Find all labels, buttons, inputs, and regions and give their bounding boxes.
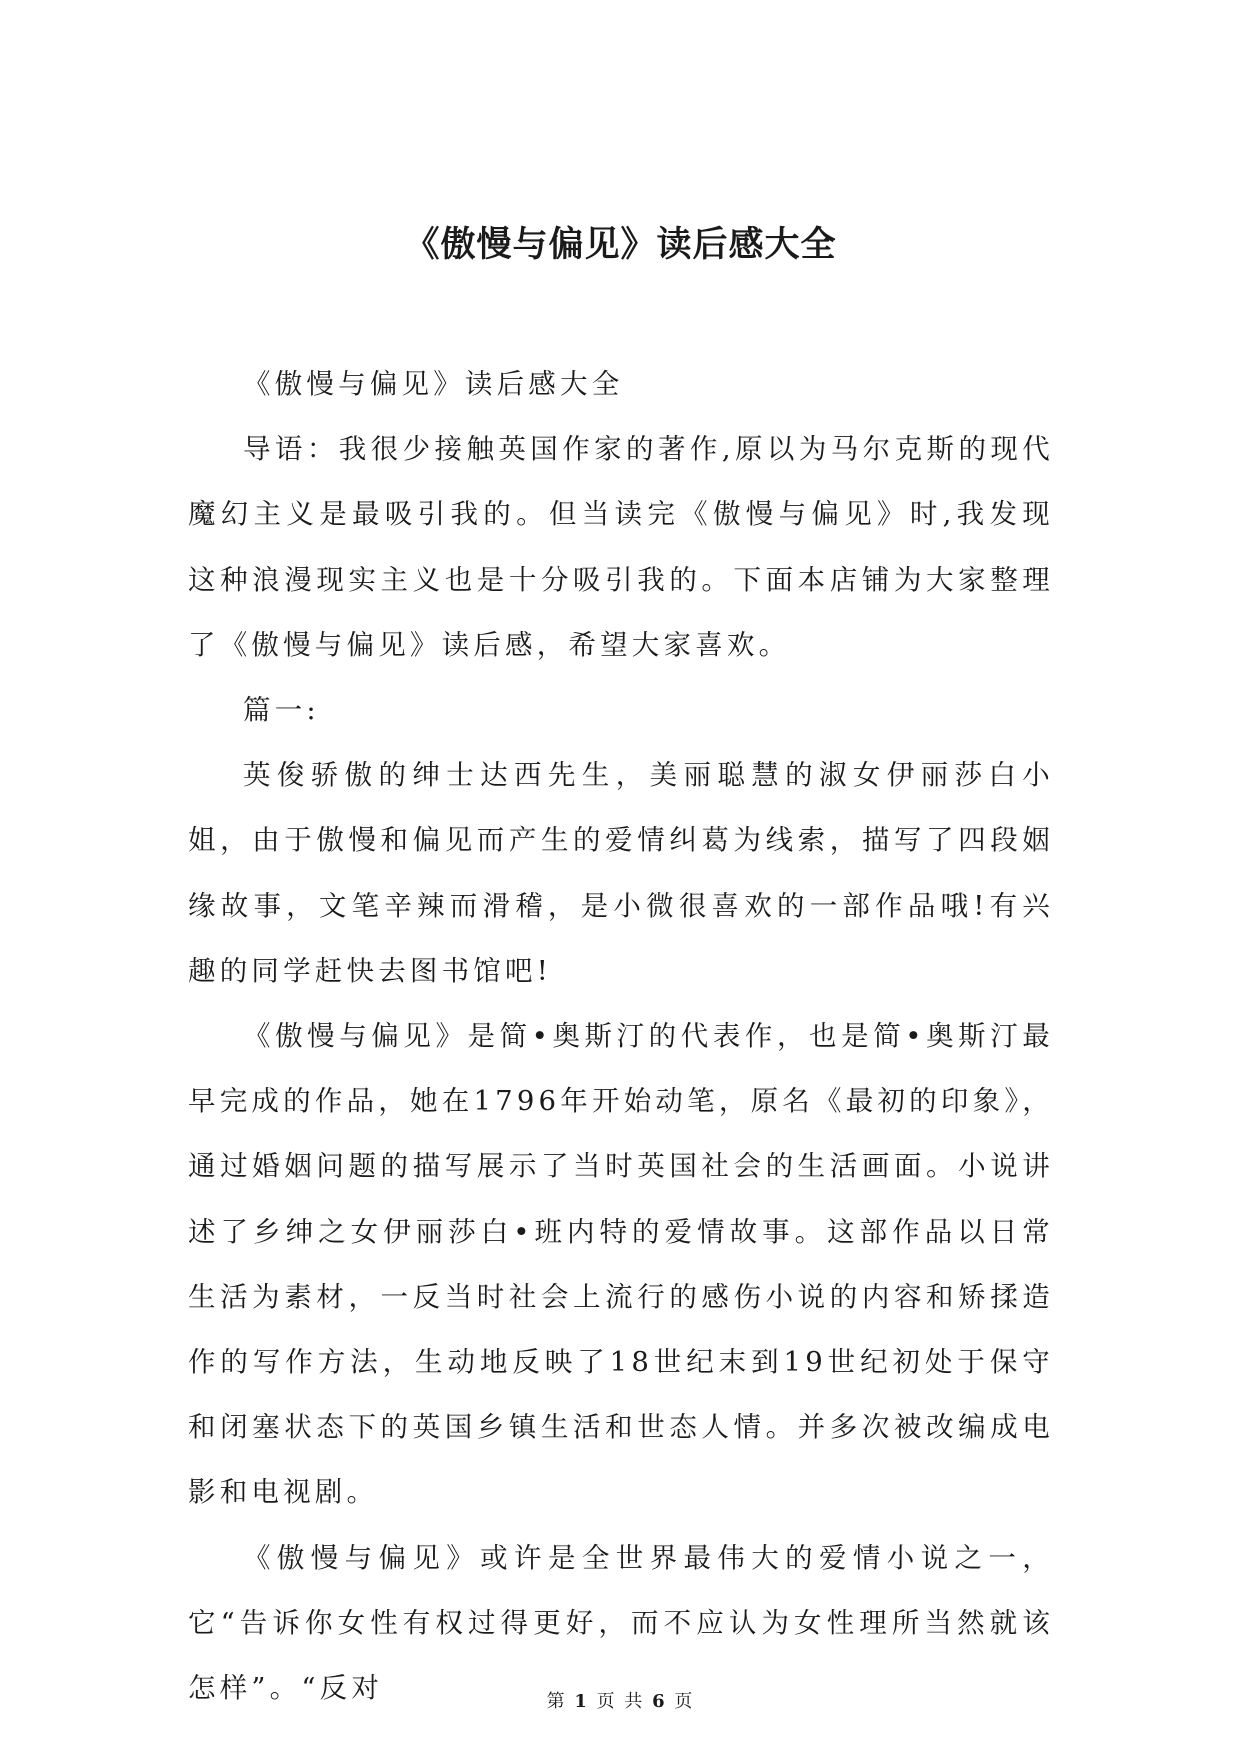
document-body: [188, 352, 1054, 1721]
paragraph-body: 英俊骄傲的绅士达西先生，美丽聪慧的淑女伊丽莎白小姐，由于傲慢和偏见而产生的爱情纠葛为线索，描写了四段姻缘故事，文笔辛辣而滑稽，是小微很喜欢的一部作品哦!有兴趣的同学赶快去图书馆吧!: [188, 759, 1054, 987]
document-title: 《傲慢与偏见》读后感大全: [404, 224, 837, 265]
footer-middle: 页 共: [596, 1691, 645, 1712]
paragraph-subtitle: 《傲慢与偏见》读后感大全: [243, 368, 624, 400]
footer-total-pages: 6: [652, 1691, 667, 1712]
paragraph-body: 《傲慢与偏见》是简•奥斯汀的代表作，也是简•奥斯汀最早完成的作品，她在1796年开始动笔，原名《最初的印象》，通过婚姻问题的描写展示了当时英国社会的生活画面。小说讲述了乡绅之女伊丽莎白•班内特的爱情故事。这部作品以日常生活为素材，一反当时社会上流行的感伤小说的内容和矫揉造作的写作方法，生动地反映了18世纪末到19世纪初处于保守和闭塞状态下的英国乡镇生活和世态人情。并多次被改编成电影和电视剧。: [188, 1020, 1054, 1509]
footer-prefix: 第: [546, 1691, 567, 1712]
paragraph-section-heading: 篇一:: [243, 694, 320, 727]
page-footer: [0, 1690, 1241, 1714]
footer-current-page: 1: [574, 1691, 589, 1712]
paragraph-intro: 导语：我很少接触英国作家的著作,原以为马尔克斯的现代魔幻主义是最吸引我的。但当读完《傲慢与偏见》时,我发现这种浪漫现实主义也是十分吸引我的。下面本店铺为大家整理了《傲慢与偏见》读后感，希望大家喜欢。: [188, 433, 1054, 661]
paragraph-body: 《傲慢与偏见》或许是全世界最伟大的爱情小说之一，它“告诉你女性有权过得更好，而不应认为女性理所当然就该怎样”。“反对: [188, 1541, 1054, 1705]
footer-suffix: 页: [674, 1691, 695, 1712]
